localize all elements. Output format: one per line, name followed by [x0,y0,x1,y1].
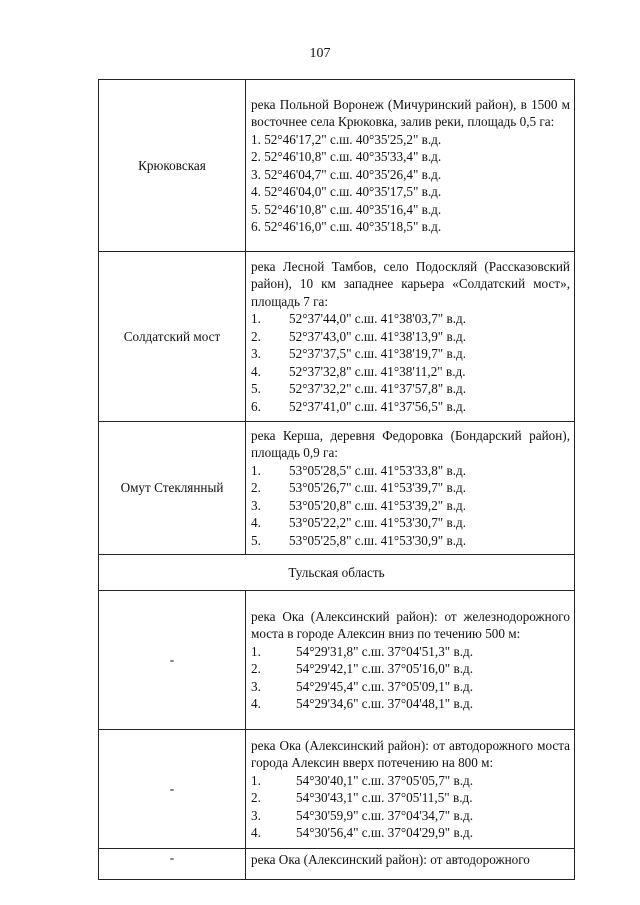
region-row [99,555,575,591]
site-name: - [99,849,246,880]
coordinate-list [251,643,570,713]
coordinate-list [251,131,570,236]
site-description [246,422,575,555]
site-description [246,591,575,730]
site-name: Крюковская [99,80,246,252]
coordinate-item: 1. 52°46'17,2" с.ш. 40°35'25,2" в.д. [251,131,442,147]
site-description [246,730,575,849]
table-row [99,422,575,555]
coordinate-item: 1. 54°30'40,1" с.ш. 37°05'05,7" в.д. [251,772,473,788]
coordinate-item: 2. 54°30'43,1" с.ш. 37°05'11,5" в.д. [251,790,473,805]
table-row [99,591,575,730]
site-name: Омут Стеклянный [99,422,246,555]
reserve-table [98,79,575,880]
coordinate-item: 1. 52°37'44,0" с.ш. 41°38'03,7" в.д. [251,311,466,327]
description-text: река Керша, деревня Федоровка (Бондарский район), площадь 0,9 га: [251,427,570,461]
coordinate-item: 3. 52°37'37,5" с.ш. 41°38'19,7" в.д. [251,346,466,362]
site-name: Солдатский мост [99,252,246,422]
description-text: река Польной Воронеж (Мичуринский район), в 1500 м восточнее села Крюковка, залив реки, площадь 0,5 га: [251,96,570,129]
coordinate-item: 2. 52°46'10,8" с.ш. 40°35'33,4" в.д. [251,149,442,164]
coordinate-item: 3. 53°05'20,8" с.ш. 41°53'39,2" в.д. [251,497,466,513]
coordinate-item: 4. 52°37'32,8" с.ш. 41°38'11,2" в.д. [251,363,466,379]
coordinate-item: 2. 52°37'43,0" с.ш. 41°38'13,9" в.д. [251,328,466,344]
coordinate-item: 5. 52°37'32,2" с.ш. 41°37'57,8" в.д. [251,381,466,397]
table-row [99,80,575,252]
table-row [99,849,575,880]
coordinate-item: 4. 54°30'56,4" с.ш. 37°04'29,9" в.д. [251,825,473,840]
coordinate-item: 3. 54°29'45,4" с.ш. 37°05'09,1" в.д. [251,678,473,694]
description-text: река Ока (Алексинский район): от автодорожного [251,852,530,867]
coordinate-item: 3. 54°30'59,9" с.ш. 37°04'34,7" в.д. [251,807,473,823]
description-text: река Ока (Алексинский район): от железнодорожного моста в городе Алексин вниз по течению 500 м: [251,608,570,641]
coordinate-item: 1. 54°29'31,8" с.ш. 37°04'51,3" в.д. [251,643,473,659]
site-description [246,849,575,880]
site-name: - [99,730,246,849]
coordinate-item: 1. 53°05'28,5" с.ш. 41°53'33,8" в.д. [251,462,466,478]
coordinate-item: 2. 54°29'42,1" с.ш. 37°05'16,0" в.д. [251,661,473,676]
site-description [246,80,575,252]
coordinate-item: 4. 54°29'34,6" с.ш. 37°04'48,1" в.д. [251,696,473,711]
coordinate-list [251,310,570,415]
coordinate-item: 5. 52°46'10,8" с.ш. 40°35'16,4" в.д. [251,201,442,217]
region-heading: Тульская область [99,555,575,591]
coordinate-item: 4. 52°46'04,0" с.ш. 40°35'17,5" в.д. [251,184,442,199]
coordinate-item: 6. 52°37'41,0" с.ш. 41°37'56,5" в.д. [251,398,466,414]
coordinate-item: 4. 53°05'22,2" с.ш. 41°53'30,7" в.д. [251,515,466,531]
table-row [99,730,575,849]
coordinate-item: 3. 52°46'04,7" с.ш. 40°35'26,4" в.д. [251,166,442,182]
coordinate-item: 2. 53°05'26,7" с.ш. 41°53'39,7" в.д. [251,480,466,496]
coordinate-item: 5. 53°05'25,8" с.ш. 41°53'30,9" в.д. [251,532,466,548]
description-text: река Лесной Тамбов, село Подоскляй (Рассказовский район), 10 км западнее карьера «Солдатский мост», площадь 7 га: [251,258,570,309]
site-description [246,252,575,422]
coordinate-list [251,772,570,842]
table-row [99,252,575,422]
description-text: река Ока (Алексинский район): от автодорожного моста города Алексин вверх потечению на 800 м: [251,737,570,770]
coordinate-list [251,462,570,550]
coordinate-item: 6. 52°46'16,0" с.ш. 40°35'18,5" в.д. [251,219,442,234]
site-name: - [99,591,246,730]
page-number: 107 [309,46,331,61]
